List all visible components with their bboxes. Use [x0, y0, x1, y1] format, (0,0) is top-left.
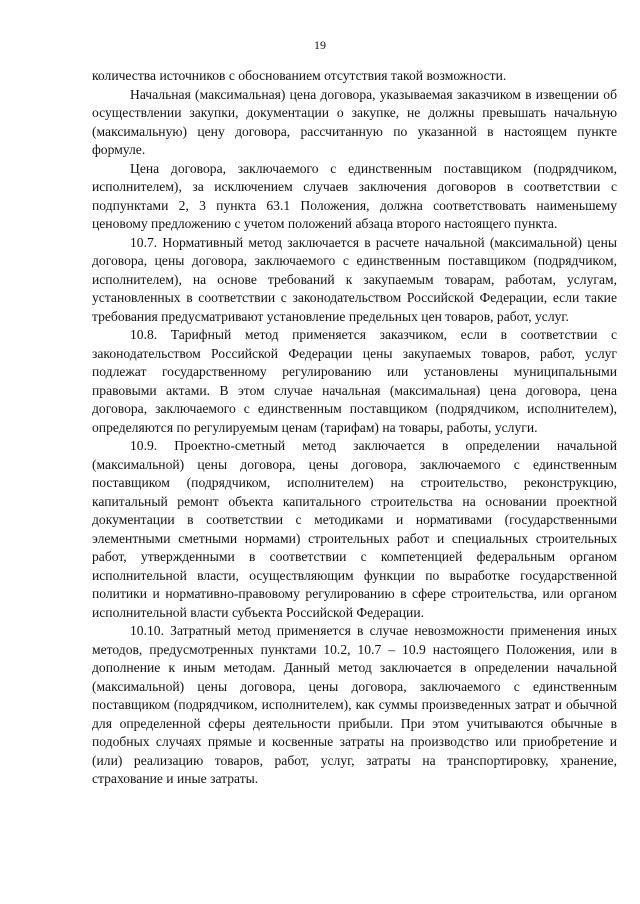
paragraph-10-10-cost-method: 10.10. Затратный метод применяется в случае невозможности применения иных методов, предусмотренных пунктами 10.2, 10.7 – 10.9 настоящего Положения, или в дополнение к иным методам. Данный метод заключается в определении начальной (максимальной) цены договора, цены договора, заключаемого с единственным поставщиком (подрядчиком, исполнителем), как суммы произведенных затрат и обычной для определенной сферы деятельности прибыли. При этом учитываются обычные в подобных случаях прямые и косвенные затраты на производство или приобретение и (или) реализацию товаров, работ, услуг, затраты на транспортировку, хранение, страхование и иные затраты.: [92, 623, 617, 786]
paragraph-10-7-normative-method: 10.7. Нормативный метод заключается в расчете начальной (максимальной) цены договора, цены договора, заключаемого с единственным поставщиком (подрядчиком, исполнителем), на основе требований к закупаемым товарам, работам, услугам, установленных в соответствии с законодательством Российской Федерации, если такие требования предусматривают установление предельных цен товаров, работ, услуг.: [92, 234, 617, 324]
page-number: 19: [314, 38, 326, 52]
paragraph-max-price: Начальная (максимальная) цена договора, указываемая заказчиком в извещении об осуществлении закупки, документации о закупке, не должны превышать начальную (максимальную) цену договора, рассчитанную по указанной в настоящем пункте формуле.: [92, 86, 617, 157]
paragraph-10-9-design-estimate-method: 10.9. Проектно-сметный метод заключается в определении начальной (максимальной) цены договора, цены договора, заключаемого с единственным поставщиком (подрядчиком, исполнителем) на строительство, реконструкцию, капитальный ремонт объекта капитального строительства на основании проектной документации в соответствии с методиками и нормативами (государственными элементными сметными нормами) строительных работ и специальных строительных работ, утвержденными в соответствии с компетенцией федеральным органом исполнительной власти, осуществляющим функции по выработке государственной политики и нормативно-правовому регулированию в сфере строительства, или органом исполнительной власти субъекта Российской Федерации.: [92, 438, 617, 620]
paragraph-single-supplier-price: Цена договора, заключаемого с единственным поставщиком (подрядчиком, исполнителем), за исключением случаев заключения договоров в соответствии с подпунктами 2, 3 пункта 63.1 Положения, должна соответствовать наименьшему ценовому предложению с учетом положений абзаца второго настоящего пункта.: [92, 160, 617, 231]
document-body: [92, 67, 617, 789]
paragraph-10-8-tariff-method: 10.8. Тарифный метод применяется заказчиком, если в соответствии с законодательством Российской Федерации цены закупаемых товаров, работ, услуг подлежат государственному регулированию или установлены муниципальными правовыми актами. В этом случае начальная (максимальная) цена договора, цена договора, заключаемого с единственным поставщиком (подрядчиком, исполнителем), определяются по регулируемым ценам (тарифам) на товары, работы, услуги.: [92, 327, 617, 435]
paragraph-continuation: количества источников с обоснованием отсутствия такой возможности.: [92, 68, 507, 83]
